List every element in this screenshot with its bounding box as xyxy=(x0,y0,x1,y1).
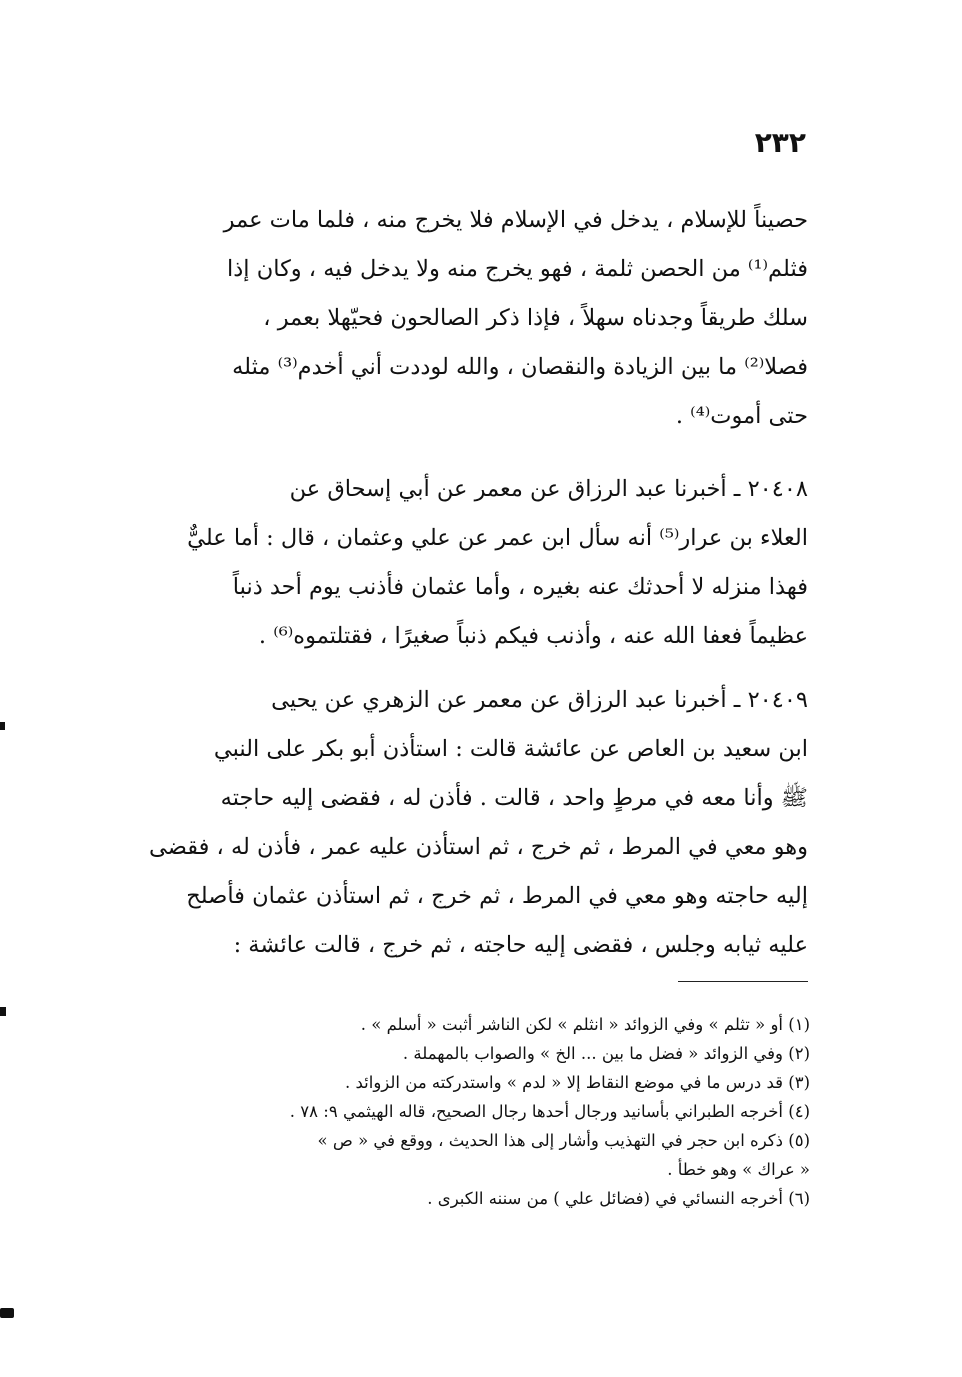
hadith-20408 xyxy=(128,465,808,661)
text-line: العلاء بن عرار⁽⁵⁾ أنه سأل ابن عمر عن علي وعثمان ، قال : أما عليٌّ xyxy=(187,525,808,551)
footnotes xyxy=(140,1010,810,1213)
text-line: حصيناً للإسلام ، يدخل في الإسلام فلا يخرج منه ، فلما مات عمر xyxy=(223,207,808,233)
footnote-3: (٣) قد درس ما في موضع النقاط إلا « لدم » واستدركته من الزوائد . xyxy=(345,1073,810,1092)
scan-margin-mark xyxy=(0,722,5,730)
footnote-separator xyxy=(678,981,808,982)
text-line: عظيماً فعفا الله عنه ، وأذنب فيكم ذنباً صغيرًا ، فقتلتموه⁽⁶⁾ . xyxy=(258,623,808,649)
scan-margin-mark xyxy=(0,1308,14,1318)
scan-margin-mark xyxy=(0,1007,6,1016)
hadith-20409 xyxy=(128,676,808,970)
footnote-5-continuation: « عراك » وهو خطأ . xyxy=(667,1160,810,1179)
text-line: ٢٠٤٠٩ ـ أخبرنا عبد الرزاق عن معمر عن الزهري عن يحيى xyxy=(271,687,808,713)
footnote-5: (٥) ذكره ابن حجر في التهذيب وأشار إلى هذا الحديث ، ووقع في « ص » xyxy=(317,1131,810,1150)
footnote-2: (٢) وفي الزوائد « فضل ما بين ... الخ » والصواب بالمهملة . xyxy=(402,1044,810,1063)
text-line: ﷺ وأنا معه في مرطٍ واحد ، قالت . فأذن له ، فقضى إليه حاجته xyxy=(220,785,808,811)
footnote-6: (٦) أخرجه النسائي في (فضائل علي ) من سننه الكبرى . xyxy=(427,1189,810,1208)
page-number: ٢٣٢ xyxy=(754,126,806,159)
text-line: فثلم⁽¹⁾ من الحصن ثلمة ، فهو يخرج منه ولا يدخل فيه ، وكان إذا xyxy=(227,256,808,282)
text-line: حتى أموت⁽⁴⁾ . xyxy=(675,403,808,429)
text-line: ابن سعيد بن العاص عن عائشة قالت : استأذن أبو بكر على النبي xyxy=(213,736,808,762)
text-line: سلك طريقاً وجدناه سهلاً ، فإذا ذكر الصالحون فحيّهلا بعمر ، xyxy=(263,305,808,331)
text-line: وهو معي في المرط ، ثم خرج ، ثم استأذن عليه عمر ، فأذن له ، فقضى xyxy=(148,834,808,860)
text-line: فصلا⁽²⁾ ما بين الزيادة والنقصان ، والله لوددت أني أخدم⁽³⁾ مثله xyxy=(232,354,808,380)
footnote-1: (١) أو « تثلم » وفي الزوائد « انثلم » لكن الناشر أثبت « أسلم » . xyxy=(360,1015,810,1034)
text-line: عليه ثيابه وجلس ، فقضى إليه حاجته ، ثم خرج ، قالت عائشة : xyxy=(233,932,808,958)
text-line: فهذا منزله لا أحدثك عنه بغيره ، وأما عثمان فأذنب يوم أحد ذنباً xyxy=(232,574,808,600)
footnote-4: (٤) أخرجه الطبراني بأسانيد ورجال أحدها رجال الصحيح، قاله الهيثمي ٩: ٧٨ . xyxy=(289,1102,810,1121)
paragraph-continuation xyxy=(128,196,808,441)
text-line: إليه حاجته وهو معي في المرط ، ثم خرج ، ثم استأذن عثمان فأصلح xyxy=(186,883,808,909)
text-line: ٢٠٤٠٨ ـ أخبرنا عبد الرزاق عن معمر عن أبي إسحاق عن xyxy=(289,476,808,502)
